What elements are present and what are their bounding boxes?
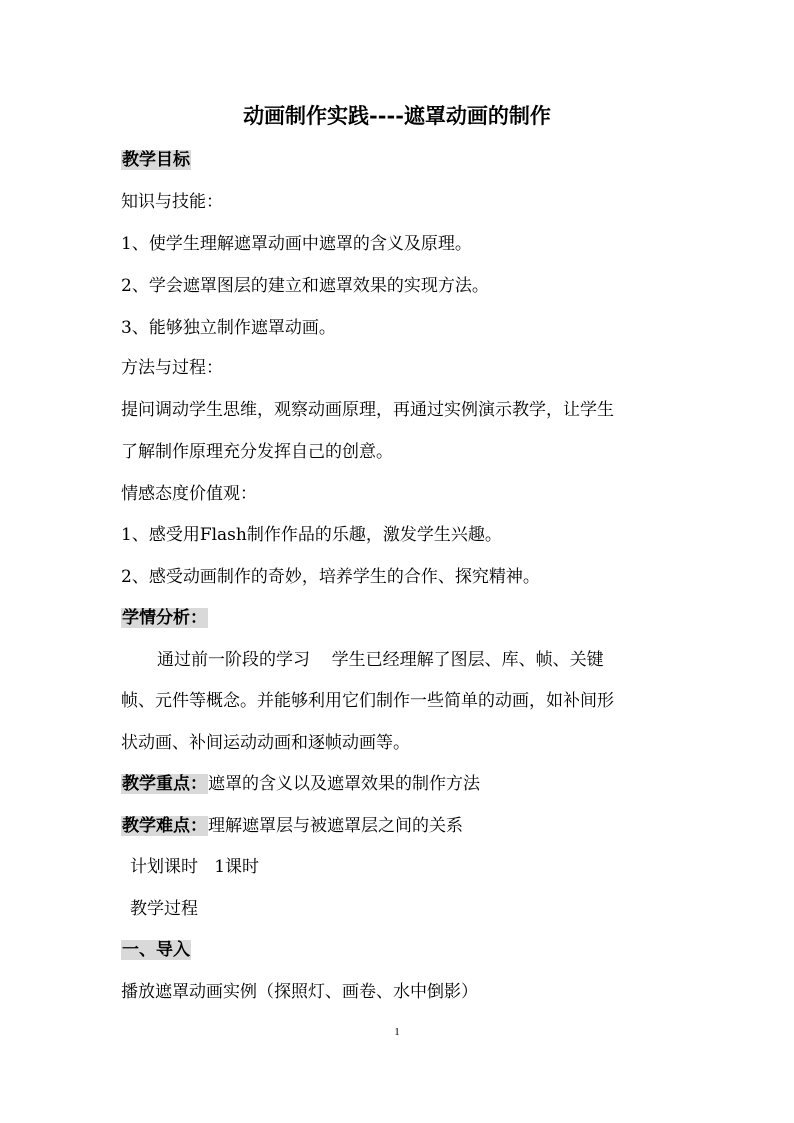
objectives-line — [121, 147, 191, 173]
analysis-text-line-1: 通过前一阶段的学习 学生已经理解了图层、库、帧、关键 — [157, 650, 604, 670]
analysis-text-line-3: 状动画、补间运动动画和逐帧动画等。 — [121, 733, 410, 753]
document-title: 动画制作实践----遮罩动画的制作 — [243, 103, 551, 128]
plan-hours: 计划课时 1课时 — [130, 857, 260, 877]
intro-text: 播放遮罩动画实例（探照灯、画卷、水中倒影） — [121, 982, 478, 1002]
method-heading: 方法与过程： — [121, 358, 223, 378]
knowledge-heading: 知识与技能： — [121, 192, 223, 212]
process-heading: 教学过程 — [130, 899, 198, 919]
knowledge-item-2: 2、学会遮罩图层的建立和遮罩效果的实现方法。 — [121, 276, 489, 296]
difficulty-text: 理解遮罩层与被遮罩层之间的关系 — [208, 816, 463, 836]
analysis-heading: 学情分析： — [122, 608, 207, 628]
key-point-text: 遮罩的含义以及遮罩效果的制作方法 — [208, 774, 480, 794]
emotion-heading: 情感态度价值观： — [121, 484, 257, 504]
key-point-line — [121, 771, 480, 797]
emotion-item-1: 1、感受用Flash制作作品的乐趣，激发学生兴趣。 — [121, 525, 502, 545]
analysis-text-line-2: 帧、元件等概念。并能够利用它们制作一些简单的动画，如补间形 — [121, 691, 614, 711]
intro-heading: 一、导入 — [122, 940, 190, 960]
analysis-line — [121, 605, 208, 631]
page-number: 1 — [394, 1026, 400, 1038]
difficulty-line — [121, 813, 463, 839]
method-text-line-2: 了解制作原理充分发挥自己的创意。 — [121, 442, 393, 462]
key-point-label: 教学重点： — [122, 774, 207, 794]
difficulty-label: 教学难点： — [122, 816, 207, 836]
emotion-item-2: 2、感受动画制作的奇妙，培养学生的合作、探究精神。 — [121, 567, 540, 587]
objectives-heading: 教学目标 — [122, 150, 190, 170]
method-text-line-1: 提问调动学生思维，观察动画原理，再通过实例演示教学，让学生 — [121, 400, 614, 420]
knowledge-item-1: 1、使学生理解遮罩动画中遮罩的含义及原理。 — [121, 234, 472, 254]
intro-line — [121, 937, 191, 963]
knowledge-item-3: 3、能够独立制作遮罩动画。 — [121, 318, 336, 338]
